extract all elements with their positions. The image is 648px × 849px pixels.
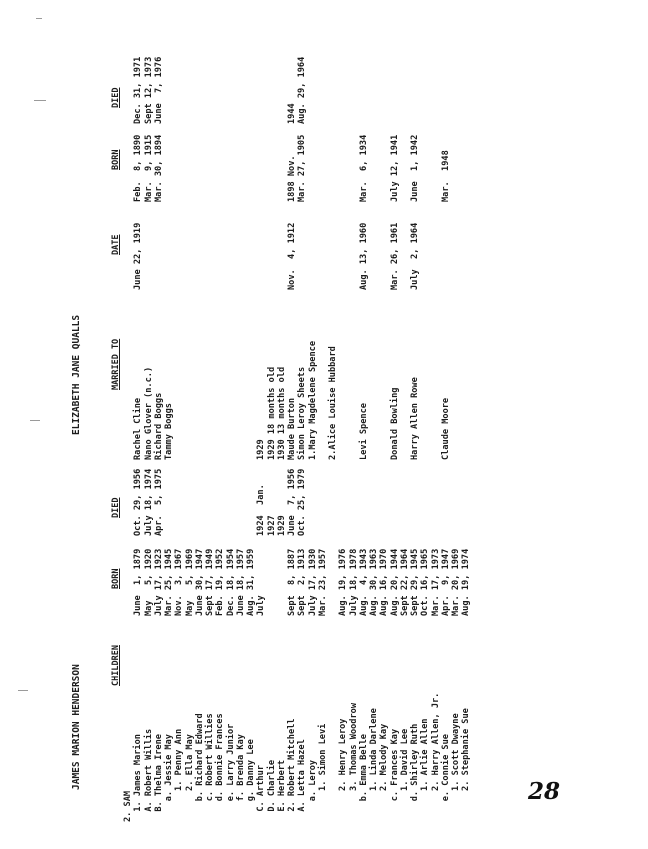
- spouse-died-date: [185, 57, 195, 124]
- born-date: Aug. 30, 1963: [369, 548, 379, 616]
- page-number: 28: [528, 778, 561, 805]
- born-date: July 17, 1923: [153, 548, 164, 616]
- child-name: E. Herbert: [276, 759, 287, 822]
- spouse-died-date: [164, 57, 174, 124]
- marriage-date: [451, 223, 461, 290]
- child-name: 1. Simon Levi: [317, 723, 328, 822]
- spouse-died-date: [349, 57, 359, 124]
- child-name: C. Arthur: [256, 765, 267, 822]
- child-name: 2. Stephanie Sue: [461, 708, 472, 822]
- genealogy-ledger: [65, 30, 635, 830]
- born-date: May 5, 1969: [184, 548, 195, 616]
- spouse-died-column: [123, 57, 472, 124]
- born-date: Nov. 3, 1967: [174, 548, 185, 616]
- spouse-died-date: [256, 57, 266, 124]
- died-date: [185, 469, 195, 536]
- spouse-died-date: [123, 57, 133, 124]
- spouse-born-date: [338, 135, 348, 202]
- spouse-born-date: [400, 135, 410, 202]
- marriage-date: [369, 223, 379, 290]
- spouse-died-date: [431, 57, 441, 124]
- spouse-died-date: [359, 57, 369, 124]
- spouse-name: 1930 13 months old: [276, 366, 287, 460]
- spouse-name: Simon Leroy Sheets: [297, 366, 308, 460]
- born-date: Sept 17, 1949: [205, 548, 215, 616]
- children-column: [123, 693, 472, 822]
- born-date: July 18, 1978: [348, 548, 359, 616]
- born-date: Mar. 25, 1945: [164, 548, 174, 616]
- spouse-name: Claude Moore: [440, 397, 451, 460]
- spouse-name: [400, 341, 410, 460]
- spouse-died-date: [461, 57, 471, 124]
- spouse-born-date: [267, 135, 277, 202]
- child-name: c. Robert Willies: [205, 713, 215, 822]
- child-name: 3. Thomas Woodrow: [348, 703, 359, 822]
- spouse-died-date: [390, 57, 400, 124]
- died-date: [328, 469, 338, 536]
- born-date: Aug. 4, 1943: [358, 548, 369, 616]
- born-date: Mar. 23, 1957: [317, 548, 328, 616]
- born-date: Aug. 31, 1959: [246, 548, 256, 616]
- born-date: [123, 549, 133, 616]
- spouse-died-date: [236, 57, 246, 124]
- died-date: [338, 469, 348, 536]
- spouse-name: Levi Spence: [358, 403, 369, 460]
- spouse-born-date: [461, 135, 471, 202]
- marriage-date: [349, 223, 359, 290]
- spouse-name: 1929: [256, 439, 267, 460]
- died-date: [410, 469, 420, 536]
- marriage-date: [164, 223, 174, 290]
- spouse-died-column-header: DIED: [111, 87, 121, 108]
- spouse-died-date: [277, 57, 287, 124]
- died-date: July 18, 1974: [143, 468, 154, 536]
- spouse-born-date: [236, 135, 246, 202]
- child-name: 2. SAM: [123, 790, 133, 822]
- spouse-died-date: [400, 57, 410, 124]
- marriage-date: [123, 223, 133, 290]
- spouse-born-date: Feb. 8, 1890: [133, 134, 144, 202]
- marriage-date: [226, 223, 236, 290]
- spouse-born-date: [215, 135, 225, 202]
- born-date: July: [256, 595, 267, 616]
- marriage-date: [297, 223, 307, 290]
- father-name-heading: JAMES MARION HENDERSON: [71, 664, 82, 790]
- died-date: Oct. 29, 1956: [133, 468, 144, 536]
- spouse-died-date: [369, 57, 379, 124]
- died-date: [318, 469, 328, 536]
- marriage-date: [195, 223, 205, 290]
- child-name: A. Robert Willis: [143, 728, 154, 822]
- child-name: 2. Ella May: [184, 734, 195, 822]
- child-name: B. Thelma Irene: [153, 734, 164, 822]
- spouse-born-date: [420, 135, 430, 202]
- died-date: [195, 469, 205, 536]
- spouse-name: [174, 341, 184, 460]
- child-name: 1. Linda Darlene: [369, 708, 379, 822]
- spouse-born-column: [123, 135, 472, 202]
- spouse-born-date: Mar. 1948: [440, 150, 451, 202]
- spouse-died-date: [338, 57, 348, 124]
- spouse-died-date: [379, 57, 389, 124]
- spouse-born-column-header: BORN: [111, 149, 121, 170]
- marriage-date: July 2, 1964: [410, 222, 420, 290]
- marriage-date-column: [123, 223, 472, 290]
- mother-name-heading: ELIZABETH JANE QUALLS: [71, 314, 82, 435]
- spouse-born-date: [379, 135, 389, 202]
- child-name: 2. Henry Leroy: [338, 718, 349, 822]
- spouse-died-date: [318, 57, 328, 124]
- child-name: e. Larry Junior: [225, 723, 236, 822]
- marriage-date: [308, 223, 318, 290]
- spouse-name: [123, 341, 133, 460]
- died-date: 1929: [276, 515, 287, 536]
- spouse-born-date: Mar. 30, 1894: [153, 134, 164, 202]
- died-date: [441, 469, 451, 536]
- married-to-column: [123, 341, 472, 460]
- marriage-date: [174, 223, 184, 290]
- died-date: [390, 469, 400, 536]
- died-column-header: DIED: [111, 497, 121, 518]
- died-date: [369, 469, 379, 536]
- died-date: [359, 469, 369, 536]
- child-name: c. Frances Kay: [389, 728, 400, 822]
- child-name: 2. Melody Kay: [379, 723, 390, 822]
- child-name: f. Brenda Kay: [235, 734, 246, 822]
- marriage-date: [185, 223, 195, 290]
- scan-mark: [18, 690, 28, 691]
- born-date: Feb. 19, 1952: [215, 548, 226, 616]
- born-date: Aug. 19, 1976: [338, 548, 349, 616]
- spouse-name: [451, 341, 461, 460]
- spouse-died-date: [174, 57, 184, 124]
- marriage-date: [154, 223, 164, 290]
- born-date: Sept 2, 1913: [297, 548, 308, 616]
- child-name: a. Leroy: [307, 759, 318, 822]
- married-to-column-header: MARRIED TO: [111, 338, 121, 390]
- born-date: May 5, 1920: [143, 548, 154, 616]
- born-date: Aug. 20, 1944: [389, 548, 400, 616]
- scan-mark: [34, 100, 46, 101]
- spouse-name: [185, 341, 195, 460]
- spouse-born-date: [431, 135, 441, 202]
- spouse-born-date: [318, 135, 328, 202]
- spouse-born-date: Mar. 27, 1905: [297, 134, 308, 202]
- spouse-name: Nano Glover (n.c.): [143, 366, 154, 460]
- spouse-died-date: [410, 57, 420, 124]
- spouse-born-date: [308, 135, 318, 202]
- child-name: b. Richard Edward: [194, 713, 205, 822]
- children-column-header: CHILDREN: [111, 645, 121, 686]
- scan-mark: [36, 18, 42, 19]
- born-date: Mar. 17, 1973: [430, 548, 441, 616]
- spouse-died-date: [246, 57, 256, 124]
- spouse-name: [349, 341, 359, 460]
- died-date: [215, 469, 225, 536]
- spouse-born-date: [205, 135, 215, 202]
- born-date: Aug. 16, 1970: [379, 548, 390, 616]
- marriage-date: Aug. 13, 1960: [358, 222, 369, 290]
- spouse-name: Rachel Cline: [133, 397, 144, 460]
- spouse-name: Maude Burton: [287, 397, 297, 460]
- marriage-date: [461, 223, 471, 290]
- spouse-died-date: [308, 57, 318, 124]
- marriage-date-column-header: DATE: [111, 234, 121, 255]
- child-name: 1. Arlie Allen: [420, 718, 431, 822]
- child-name: 1. David Lee: [399, 728, 410, 822]
- born-date: June 1, 1879: [133, 548, 144, 616]
- born-date: Sept 8, 1887: [287, 548, 297, 616]
- spouse-name: 2.Alice Louise Hubbard: [328, 346, 338, 460]
- spouse-born-date: [277, 135, 287, 202]
- child-name: [328, 693, 338, 822]
- spouse-name: [338, 341, 348, 460]
- child-name: a. Jessie May: [164, 734, 174, 822]
- child-name: 2. Robert Mitchell: [287, 718, 297, 822]
- spouse-name: 1.Mary Magdelene Spence: [307, 341, 318, 460]
- born-date: [267, 549, 277, 616]
- marriage-date: Nov. 4, 1912: [287, 222, 297, 290]
- child-name: 2. Harry Allen, Jr.: [430, 692, 441, 822]
- died-date: [308, 469, 318, 536]
- spouse-born-date: [328, 135, 338, 202]
- spouse-born-date: [451, 135, 461, 202]
- child-name: 1. Penny Ann: [174, 728, 185, 822]
- born-date: Mar. 20, 1969: [451, 548, 461, 616]
- marriage-date: [256, 223, 266, 290]
- died-date: [420, 469, 430, 536]
- died-date: [236, 469, 246, 536]
- spouse-name: [236, 341, 246, 460]
- spouse-born-date: June 1, 1942: [410, 134, 420, 202]
- born-column: [123, 549, 472, 616]
- died-date: June 7, 1956: [287, 468, 297, 536]
- spouse-born-date: [164, 135, 174, 202]
- spouse-died-date: [328, 57, 338, 124]
- born-date: Apr. 9, 1947: [440, 548, 451, 616]
- marriage-date: [267, 223, 277, 290]
- born-date: [277, 549, 287, 616]
- spouse-born-date: 1898 Nov.: [287, 155, 297, 202]
- spouse-died-date: [215, 57, 225, 124]
- spouse-name: [431, 341, 441, 460]
- spouse-died-date: [195, 57, 205, 124]
- spouse-born-date: [246, 135, 256, 202]
- spouse-name: [420, 341, 430, 460]
- born-date: Sept 29, 1945: [410, 548, 420, 616]
- spouse-died-date: [451, 57, 461, 124]
- born-date: Sept 22, 1964: [399, 548, 410, 616]
- child-name: A. Letta Hazel: [297, 739, 308, 822]
- spouse-name: [461, 341, 471, 460]
- scan-mark: [30, 420, 40, 421]
- spouse-name: Donald Bowling: [389, 387, 400, 460]
- spouse-died-date: [441, 57, 451, 124]
- child-name: g. Danny Lee: [246, 739, 256, 822]
- spouse-name: Tammy Boggs: [164, 403, 174, 460]
- marriage-date: [420, 223, 430, 290]
- spouse-died-date: June 7, 1976: [153, 56, 164, 124]
- child-name: 1. James Marion: [133, 734, 144, 822]
- child-name: d. Bonnie Frances: [215, 713, 226, 822]
- died-date: [400, 469, 410, 536]
- spouse-born-date: [349, 135, 359, 202]
- spouse-name: [226, 341, 236, 460]
- spouse-died-date: 1944: [287, 103, 297, 124]
- died-date: [379, 469, 389, 536]
- marriage-date: [379, 223, 389, 290]
- spouse-died-date: Aug. 29, 1964: [297, 56, 308, 124]
- spouse-name: [379, 341, 389, 460]
- child-name: e. Connie Sue: [440, 734, 451, 822]
- died-date: [226, 469, 236, 536]
- born-column-header: BORN: [111, 568, 121, 589]
- spouse-born-date: [185, 135, 195, 202]
- spouse-born-date: Mar. 9, 1915: [143, 134, 154, 202]
- born-date: Aug. 19, 1974: [461, 548, 472, 616]
- marriage-date: [277, 223, 287, 290]
- marriage-date: [441, 223, 451, 290]
- died-column: [123, 469, 472, 536]
- born-date: June 30, 1947: [194, 548, 205, 616]
- died-date: Apr. 5, 1975: [153, 468, 164, 536]
- child-name: d. Shirley Ruth: [410, 723, 420, 822]
- born-date: June 18, 1957: [235, 548, 246, 616]
- marriage-date: [338, 223, 348, 290]
- spouse-died-date: Dec. 31, 1971: [133, 56, 144, 124]
- spouse-died-date: Sept 12, 1973: [143, 56, 154, 124]
- spouse-name: [205, 341, 215, 460]
- marriage-date: [144, 223, 154, 290]
- died-date: [461, 469, 471, 536]
- born-date: Oct. 16, 1965: [420, 548, 431, 616]
- died-date: [174, 469, 184, 536]
- marriage-date: [205, 223, 215, 290]
- spouse-name: Harry Allen Rowe: [410, 377, 420, 460]
- spouse-name: [215, 341, 225, 460]
- died-date: [431, 469, 441, 536]
- died-date: [349, 469, 359, 536]
- spouse-born-date: [256, 135, 266, 202]
- spouse-born-date: July 12, 1941: [389, 134, 400, 202]
- spouse-name: [318, 341, 328, 460]
- spouse-died-date: [226, 57, 236, 124]
- born-date: Dec. 18, 1954: [225, 548, 236, 616]
- died-date: [451, 469, 461, 536]
- died-date: [164, 469, 174, 536]
- spouse-died-date: [420, 57, 430, 124]
- marriage-date: June 22, 1919: [133, 222, 144, 290]
- marriage-date: [328, 223, 338, 290]
- spouse-died-date: [205, 57, 215, 124]
- marriage-date: [215, 223, 225, 290]
- marriage-date: [318, 223, 328, 290]
- marriage-date: Mar. 26, 1961: [389, 222, 400, 290]
- spouse-name: [369, 341, 379, 460]
- spouse-name: [246, 341, 256, 460]
- child-name: D. Charlie: [266, 759, 277, 822]
- died-date: 1924 Jan.: [256, 484, 267, 536]
- spouse-born-date: [123, 135, 133, 202]
- marriage-date: [236, 223, 246, 290]
- spouse-born-date: Mar. 6, 1934: [358, 134, 369, 202]
- spouse-name: 1929 18 months old: [266, 366, 277, 460]
- spouse-born-date: [195, 135, 205, 202]
- spouse-born-date: [226, 135, 236, 202]
- marriage-date: [431, 223, 441, 290]
- died-date: Oct. 25, 1979: [297, 468, 308, 536]
- child-name: b. Emma Belle: [358, 734, 369, 822]
- born-date: July 17, 1930: [307, 548, 318, 616]
- died-date: [205, 469, 215, 536]
- spouse-born-date: [369, 135, 379, 202]
- died-date: [246, 469, 256, 536]
- spouse-name: [195, 341, 205, 460]
- spouse-died-date: [267, 57, 277, 124]
- died-date: [123, 469, 133, 536]
- died-date: 1927: [266, 515, 277, 536]
- marriage-date: [400, 223, 410, 290]
- spouse-name: Richard Boggs: [153, 392, 164, 460]
- child-name: 1. Scott Dwayne: [451, 713, 461, 822]
- born-date: [328, 549, 338, 616]
- spouse-born-date: [174, 135, 184, 202]
- marriage-date: [246, 223, 256, 290]
